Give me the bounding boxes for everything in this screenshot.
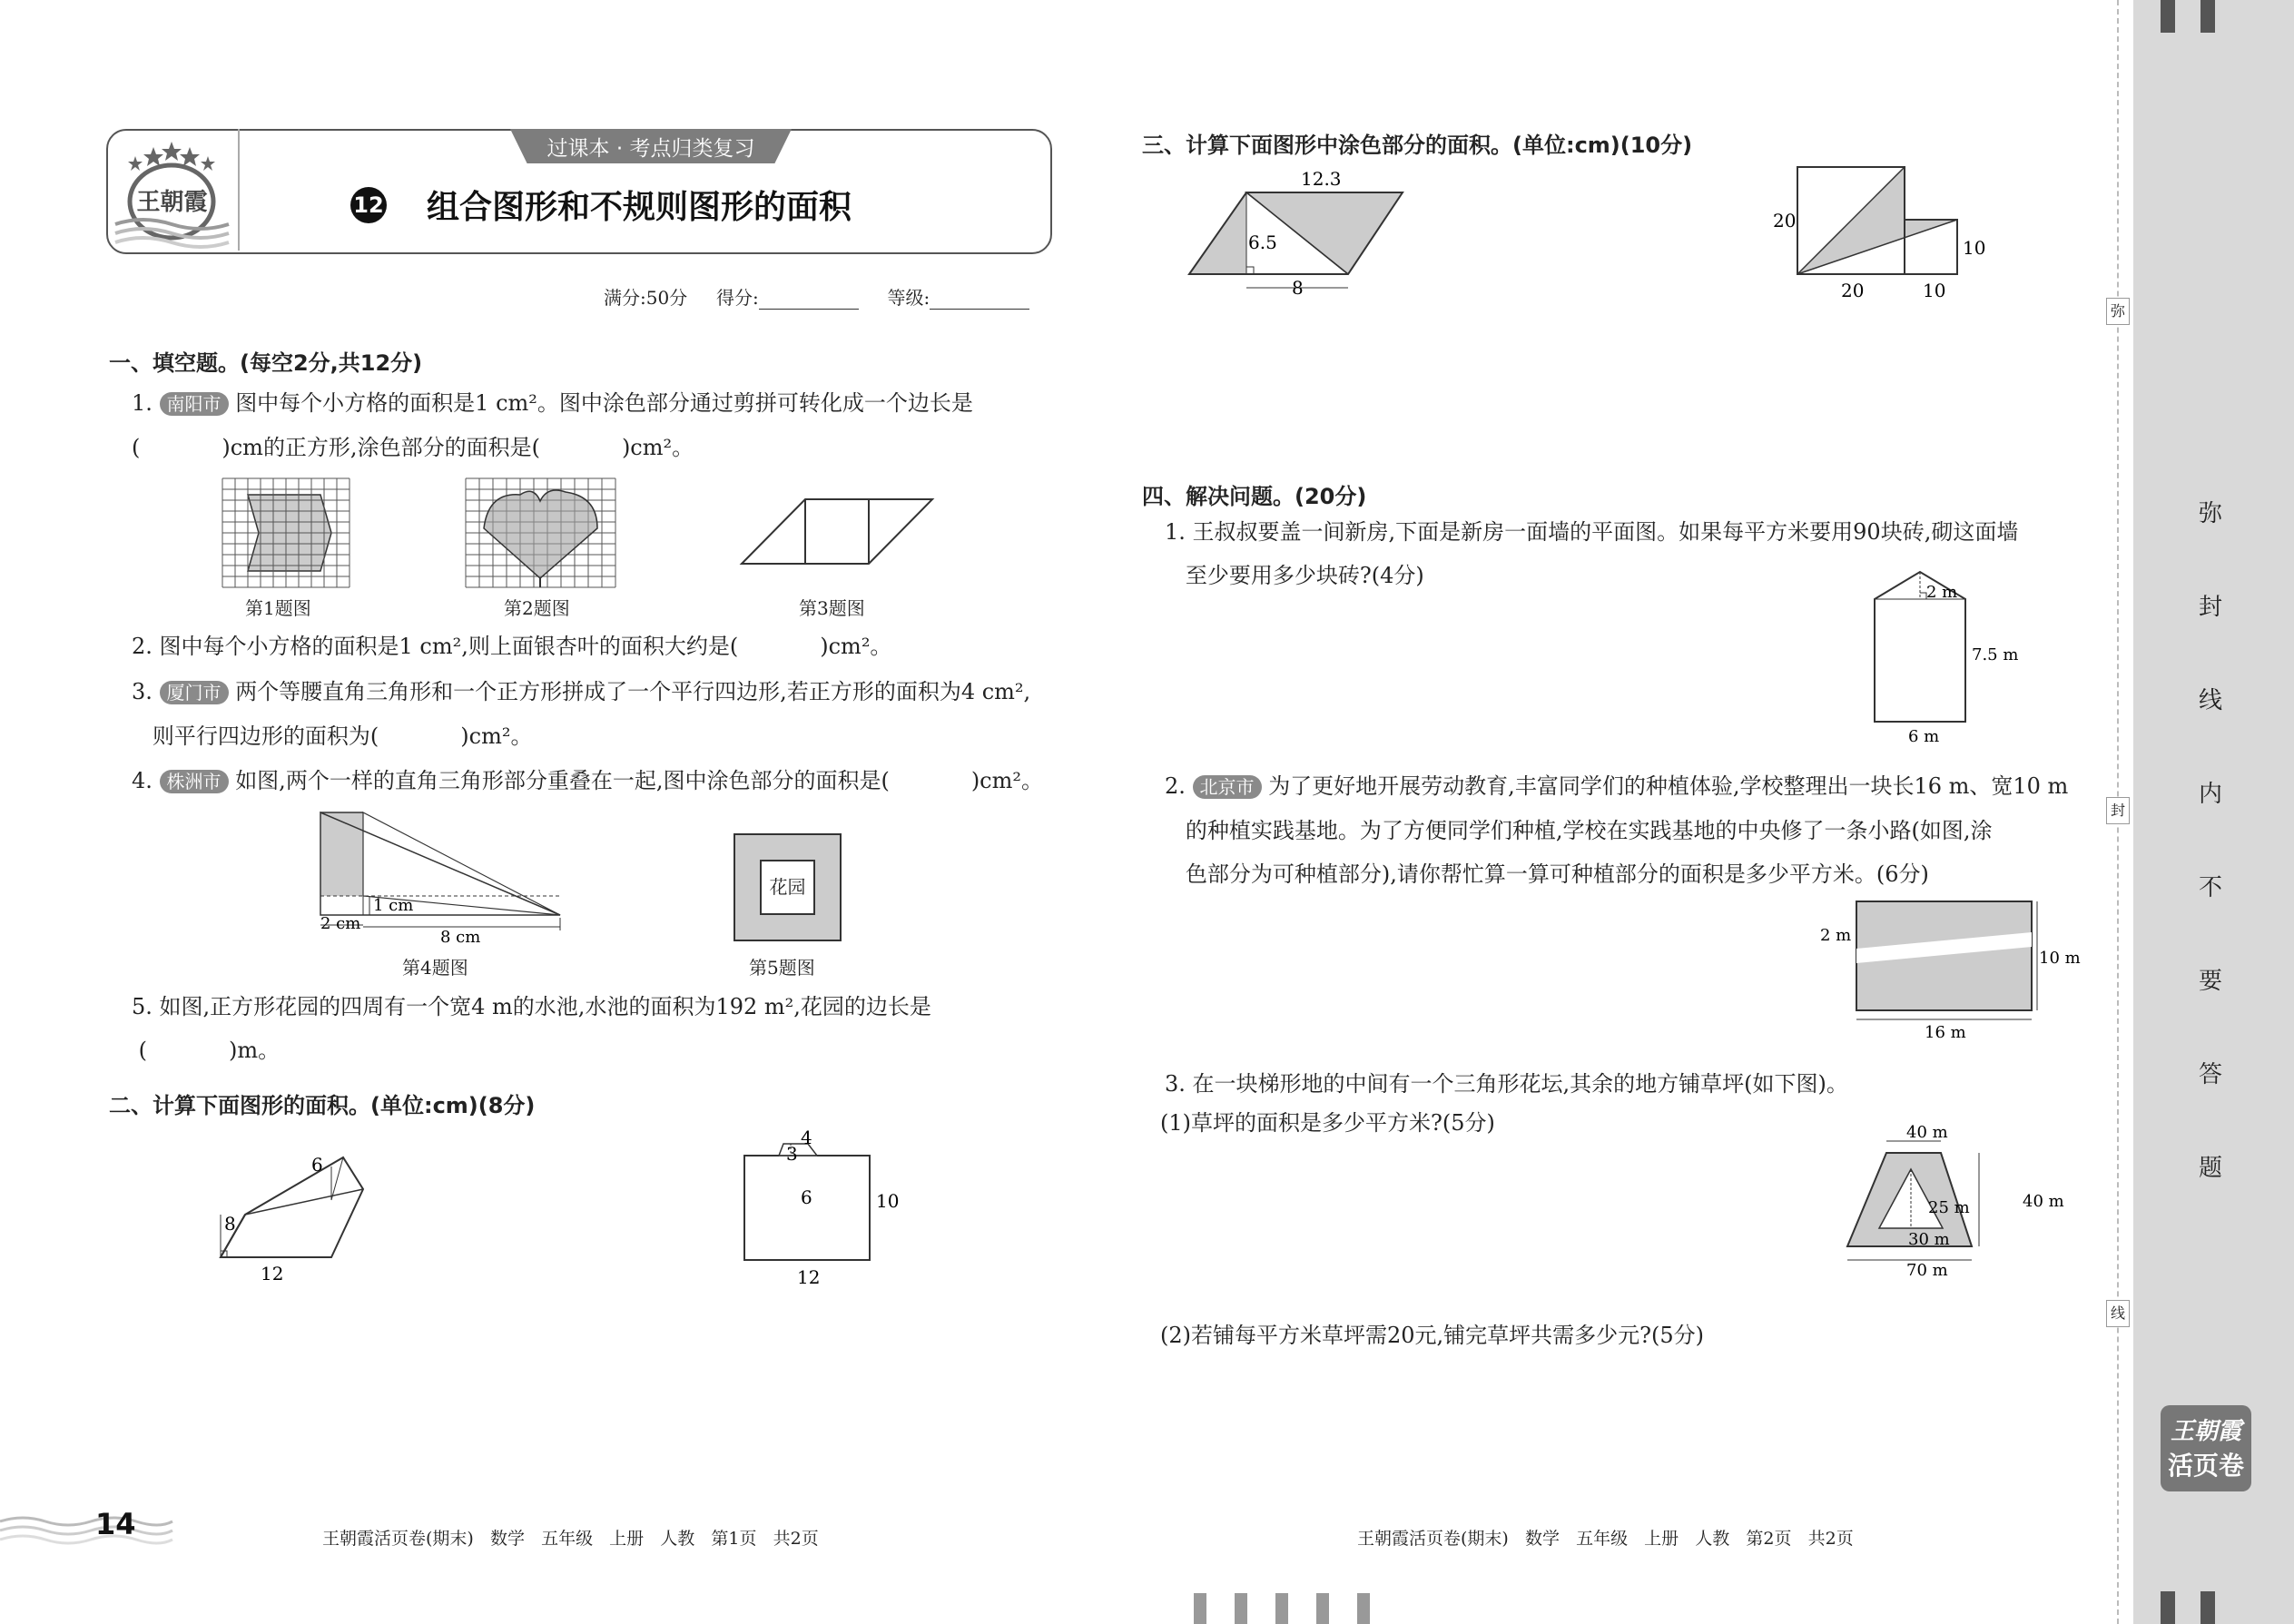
s2f2-label-10: 10 [876,1190,900,1212]
side-char-1: 弥 [2198,500,2222,527]
score-field[interactable] [759,290,859,310]
page-number: 14 [95,1507,136,1541]
side-bottom-bars [2161,1591,2233,1624]
caption-fig-5: 第5题图 [749,957,815,979]
s3f2-label-20b: 20 [1841,280,1865,301]
q1-number: 1. [132,390,153,416]
q3-text2: 则平行四边形的面积为( [152,723,379,749]
s4f3-label-top: 40 m [1906,1123,1948,1142]
q3-number: 3. [132,679,153,704]
fig5-label: 花园 [769,876,806,898]
s4q2-number: 2. [1165,773,1186,799]
figure-5-garden [760,860,815,915]
q5-text: 5. 如图,正方形花园的四周有一个宽4 m的水池,水池的面积为192 m²,花园的边长是 [132,994,931,1019]
q3-end: )cm²。 [460,723,533,749]
s4-figure-1-wall [1870,567,2033,749]
q4-region-tag: 株洲市 [160,770,229,793]
side-brand-line-1: 王朝霞 [2170,1418,2241,1445]
s4f2-label-2m: 2 m [1820,926,1852,945]
figure-1-grid [222,478,350,587]
side-char-7: 答 [2198,1061,2222,1088]
figure-2-ginkgo [466,478,615,587]
s4-figure-2-field [1816,894,2081,1044]
s4f1-label-6m: 6 m [1908,727,1940,746]
fig4-label-1cm: 1 cm [373,896,414,915]
side-char-5: 不 [2198,874,2222,901]
section-3-heading: 三、计算下面图形中涂色部分的面积。(单位:cm)(10分) [1142,133,1693,158]
s4f2-label-10m: 10 m [2039,949,2081,968]
question-1 [132,381,1053,469]
footer-right: 王朝霞活页卷(期末) 数学 五年级 上册 人教 第2页 共2页 [1357,1529,1854,1549]
figure-4-triangles [313,811,572,947]
s4q3-1-text: (1)草坪的面积是多少平方米?(5分) [1160,1110,1495,1136]
fig4-label-2cm: 2 cm [320,914,361,933]
chapter-number: 12 [353,192,384,218]
s3f2-label-10a: 10 [1963,237,1986,259]
s4-question-3-2 [1160,1314,1704,1357]
q1-text2c: )cm²。 [621,435,694,460]
s2f2-label-4: 4 [801,1127,812,1148]
side-small-text-1: 弥 [2110,302,2125,320]
footer-wave-decoration [0,1514,172,1550]
bottom-bar-marks [1194,1593,1375,1624]
side-char-3: 线 [2198,687,2222,714]
q1-text2a: ( [132,435,141,460]
s4-question-2 [1165,764,2109,896]
s4q2-text: 为了更好地开展劳动教育,丰富同学们的种植体验,学校整理出一块长16 m、宽10 m [1268,773,2069,799]
s4q1-text2: 至少要用多少块砖?(4分) [1185,563,1424,588]
side-top-bars [2161,0,2233,33]
caption-fig-2: 第2题图 [504,597,570,619]
q4-number: 4. [132,768,153,793]
section-2-heading: 二、计算下面图形的面积。(单位:cm)(8分) [109,1093,536,1118]
header-banner-text: 过课本 · 考点归类复习 [546,137,755,161]
q2-text: 2. 图中每个小方格的面积是1 cm²,则上面银杏叶的面积大约是( [132,634,739,659]
q3-text: 两个等腰直角三角形和一个正方形拼成了一个平行四边形,若正方形的面积为4 cm², [235,679,1031,704]
side-vertical-text [2192,468,2229,1216]
q1-text2b: )cm的正方形,涂色部分的面积是( [222,435,540,460]
question-3 [132,670,1053,758]
chapter-title: 组合图形和不规则图形的面积 [427,189,852,226]
chapter-number-badge [350,187,387,223]
s4-question-3 [1165,1062,1848,1106]
s4f3-label-70m: 70 m [1906,1261,1948,1280]
s2f1-label-8: 8 [224,1213,236,1235]
q1-text: 图中每个小方格的面积是1 cm²。图中涂色部分通过剪拼可转化成一个边长是 [235,390,973,416]
s4q2-region-tag: 北京市 [1193,775,1262,799]
q4-end: )cm²。 [970,768,1043,793]
q4-text: 如图,两个一样的直角三角形部分重叠在一起,图中涂色部分的面积是( [235,768,890,793]
footer-left: 王朝霞活页卷(期末) 数学 五年级 上册 人教 第1页 共2页 [322,1529,819,1549]
question-5 [132,985,1053,1072]
q5-text2b: )m。 [229,1038,281,1063]
s4f3-label-25m: 25 m [1928,1198,1970,1217]
question-2 [132,625,891,668]
s2f2-label-6: 6 [801,1186,812,1208]
side-brand-logo [2161,1405,2251,1491]
s2f1-label-12: 12 [261,1263,284,1284]
fig4-label-8cm: 8 cm [440,928,481,947]
section-3-figure-1 [1185,165,1412,301]
q2-end: )cm²。 [820,634,892,659]
s4f3-label-height: 40 m [2023,1192,2064,1211]
figure-3-parallelogram [740,497,935,566]
figure-5-pool [733,833,842,941]
grade-field[interactable] [930,290,1029,310]
s2f1-label-6: 6 [311,1154,323,1176]
q3-region-tag: 厦门市 [160,681,229,704]
question-4 [132,759,1043,803]
score-line [604,283,1029,310]
score-label: 得分: [715,287,759,309]
section-2-figure-1 [195,1126,390,1284]
s4q2-text2: 的种植实践基地。为了方便同学们种植,学校在实践基地的中央修了一条小路(如图,涂 [1185,818,1993,843]
side-char-8: 题 [2198,1155,2222,1182]
q5-text2a: ( [138,1038,148,1063]
s4q3-text: 3. 在一块梯形地的中间有一个三角形花坛,其余的地方铺草坪(如下图)。 [1165,1071,1848,1097]
grade-label: 等级: [887,287,930,309]
s3f2-label-10b: 10 [1923,280,1946,301]
side-small-text-3: 线 [2110,1304,2125,1322]
section-4-heading: 四、解决问题。(20分) [1142,484,1367,509]
s4q2-text3: 色部分为可种植部分),请你帮忙算一算可种植部分的面积是多少平方米。(6分) [1185,861,1929,887]
s3f1-label-12-3: 12.3 [1301,168,1342,190]
s4f2-label-16m: 16 m [1925,1023,1966,1042]
q1-region-tag: 南阳市 [160,392,229,416]
s3f1-label-8: 8 [1292,277,1304,299]
caption-fig-1: 第1题图 [245,597,311,619]
s4q1-text: 1. 王叔叔要盖一间新房,下面是新房一面墙的平面图。如果每平方米要用90块砖,砌这面墙 [1165,519,2019,545]
s4-question-3-1 [1160,1101,1495,1145]
caption-fig-3: 第3题图 [799,597,865,619]
side-char-6: 要 [2198,968,2222,995]
side-small-mark-1 [2106,298,2130,325]
side-brand-line-2: 活页卷 [2167,1451,2244,1481]
section-3-figure-2 [1770,165,1986,306]
s4-figure-3-trapezoid [1834,1121,2070,1280]
caption-fig-4: 第4题图 [402,957,468,979]
side-small-mark-2 [2106,797,2130,824]
side-char-4: 内 [2198,781,2222,808]
section-2-figure-2 [735,1127,917,1288]
score-full: 满分:50分 [604,287,688,309]
side-char-2: 封 [2198,594,2222,621]
s3f2-label-20a: 20 [1773,210,1797,231]
s4f1-label-2m: 2 m [1926,583,1958,602]
side-small-mark-3 [2106,1300,2130,1327]
s4q3-2-text: (2)若铺每平方米草坪需20元,铺完草坪共需多少元?(5分) [1160,1323,1705,1348]
header-logo [106,129,240,251]
s2f2-label-12: 12 [797,1266,821,1288]
s4f3-label-30m: 30 m [1908,1230,1950,1249]
section-1-heading: 一、填空题。(每空2分,共12分) [109,350,423,376]
s4f1-label-7-5m: 7.5 m [1972,645,2019,664]
s2f2-label-3: 3 [786,1143,798,1165]
logo-text: 王朝霞 [136,189,208,216]
side-small-text-2: 封 [2110,802,2125,819]
s3f1-label-6-5: 6.5 [1248,231,1277,253]
